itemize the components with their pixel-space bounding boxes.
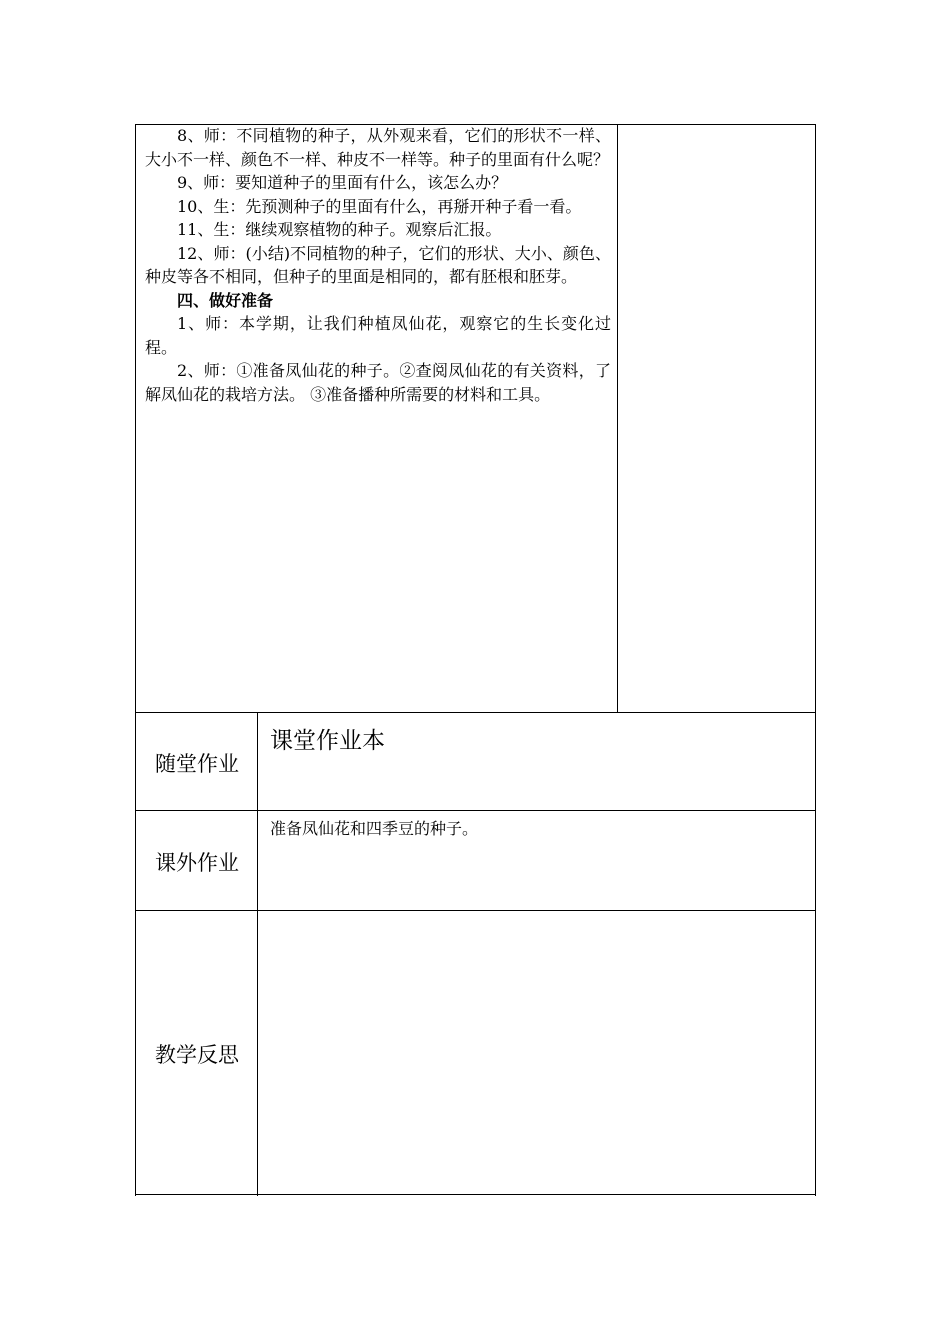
class-homework-value: 课堂作业本: [270, 728, 385, 754]
reflection-label: 教学反思: [155, 1043, 239, 1067]
row-divider-2: [135, 810, 816, 811]
lesson-paragraph: 1、师：本学期，让我们种植凤仙花，观察它的生长变化过程。: [145, 314, 611, 357]
table-border-bottom: [135, 1194, 816, 1195]
lesson-paragraph: 12、师：(小结)不同植物的种子，它们的形状、大小、颜色、种皮等各不相同，但种子的里面是相同的，都有胚根和胚芽。: [145, 243, 611, 286]
table-border-left: [135, 124, 136, 1196]
lesson-paragraph: 2、师：①准备凤仙花的种子。②查阅凤仙花的有关资料，了解凤仙花的栽培方法。 ③准备播种所需要的材料和工具。: [145, 361, 611, 404]
row-divider-3: [135, 910, 816, 911]
notes-column-divider: [617, 124, 618, 713]
extra-homework-label: 课外作业: [155, 851, 239, 875]
label-column-divider: [257, 712, 258, 1196]
lesson-paragraph: 10、生：先预测种子的里面有什么，再掰开种子看一看。: [177, 196, 582, 216]
row-divider-1: [135, 712, 816, 713]
table-border-right: [815, 124, 816, 1196]
lesson-paragraph: 9、师：要知道种子的里面有什么，该怎么办？: [177, 173, 508, 192]
section-heading: 四、做好准备: [177, 290, 274, 310]
extra-homework-value: 准备凤仙花和四季豆的种子。: [270, 819, 479, 838]
lesson-paragraph: 8、师：不同植物的种子，从外观来看，它们的形状不一样、大小不一样、颜色不一样、种皮不一样等。种子的里面有什么呢？: [145, 126, 611, 169]
lesson-content: [145, 124, 611, 406]
lesson-paragraph: 11、生：继续观察植物的种子。观察后汇报。: [177, 220, 502, 239]
class-homework-label: 随堂作业: [155, 752, 239, 776]
